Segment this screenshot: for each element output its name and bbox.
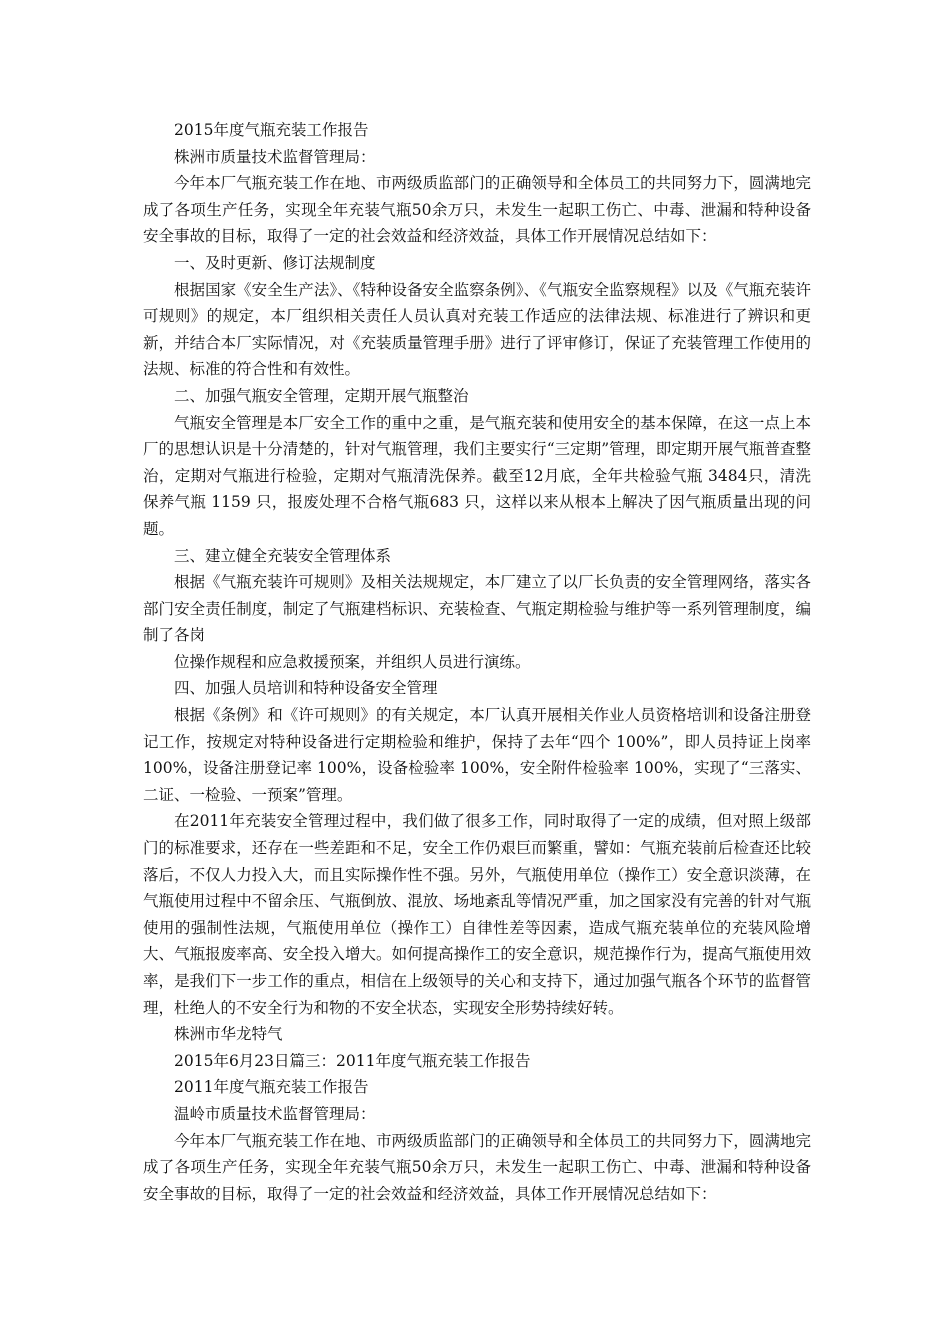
section-heading-1: 一、及时更新、修订法规制度: [174, 253, 376, 272]
section-body-1: 根据国家《安全生产法》、《特种设备安全监察条例》、《气瓶安全监察规程》以及《气瓶充装许可规则》的规定，本厂组织相关责任人员认真对充装工作适应的法律法规、标准进行了辨识和更新，并结合本厂实际情况，对《充装质量管理手册》进行了评审修订，保证了充装管理工作使用的法规、标准的符合性和有效性。: [143, 280, 811, 379]
section-heading-2: 二、加强气瓶安全管理，定期开展气瓶整治: [174, 386, 469, 405]
section-heading-3: 三、建立健全充装安全管理体系: [174, 546, 392, 565]
second-addressee: 温岭市质量技术监督管理局：: [174, 1104, 376, 1123]
summary-paragraph: 在2011年充装安全管理过程中，我们做了很多工作，同时取得了一定的成绩，但对照上级部门的标准要求，还存在一些差距和不足，安全工作仍艰巨而繁重，譬如：气瓶充装前后检查还比较落后，不仅人力投入大，而且实际操作性不强。另外，气瓶使用单位（操作工）安全意识淡薄，在气瓶使用过程中不留余压、气瓶倒放、混放、场地紊乱等情况严重，加之国家没有完善的针对气瓶使用的强制性法规，气瓶使用单位（操作工）自律性差等因素，造成气瓶充装单位的充装风险增大、气瓶报废率高、安全投入增大。如何提高操作工的安全意识，规范操作行为，提高气瓶使用效率，是我们下一步工作的重点，相信在上级领导的关心和支持下，通过加强气瓶各个环节的监督管理，杜绝人的不安全行为和物的不安全状态，实现安全形势持续好转。: [143, 812, 811, 1017]
addressee: 株洲市质量技术监督管理局：: [174, 147, 376, 166]
section-heading-4: 四、加强人员培训和特种设备安全管理: [174, 679, 438, 698]
document-body: [143, 117, 811, 1207]
section-body-3: 根据《气瓶充装许可规则》及相关法规规定，本厂建立了以厂长负责的安全管理网络，落实各部门安全责任制度，制定了气瓶建档标识、充装检查、气瓶定期检验与维护等一系列管理制度，编制了各岗: [143, 573, 811, 645]
intro-paragraph: 今年本厂气瓶充装工作在地、市两级质监部门的正确领导和全体员工的共同努力下，圆满地完成了各项生产任务，实现全年充装气瓶50余万只，未发生一起职工伤亡、中毒、泄漏和特种设备安全事故的目标，取得了一定的社会效益和经济效益，具体工作开展情况总结如下：: [143, 174, 811, 246]
section-body-2: 气瓶安全管理是本厂安全工作的重中之重，是气瓶充装和使用安全的基本保障，在这一点上本厂的思想认识是十分清楚的，针对气瓶管理，我们主要实行“三定期”管理，即定期开展气瓶普查整治，定期对气瓶进行检验，定期对气瓶清洗保养。截至12月底，全年共检验气瓶 3484只，清洗保养气瓶 1159 只，报废处理不合格气瓶683 只，这样以来从根本上解决了因气瓶质量出现的问题。: [143, 413, 811, 538]
report-title: 2015年度气瓶充装工作报告: [174, 121, 369, 139]
second-intro-paragraph: 今年本厂气瓶充装工作在地、市两级质监部门的正确领导和全体员工的共同努力下，圆满地完成了各项生产任务，实现全年充装气瓶50余万只，未发生一起职工伤亡、中毒、泄漏和特种设备安全事故的目标，取得了一定的社会效益和经济效益，具体工作开展情况总结如下：: [143, 1131, 811, 1203]
signature-date: 2015年6月23日篇三：2011年度气瓶充装工作报告: [174, 1051, 531, 1070]
section-body-4: 根据《条例》和《许可规则》的有关规定，本厂认真开展相关作业人员资格培训和设备注册登记工作，按规定对特种设备进行定期检验和维护，保持了去年“四个 100%”，即人员持证上岗率 100%，设备注册登记率 100%，设备检验率 100%，安全附件检验率 100%，实现了“三落实、二证、一检验、一预案”管理。: [143, 706, 811, 804]
section-body-3-continued: 位操作规程和应急救援预案，并组织人员进行演练。: [174, 652, 531, 671]
second-report-title: 2011年度气瓶充装工作报告: [174, 1078, 369, 1097]
signature-company: 株洲市华龙特气: [174, 1025, 283, 1044]
